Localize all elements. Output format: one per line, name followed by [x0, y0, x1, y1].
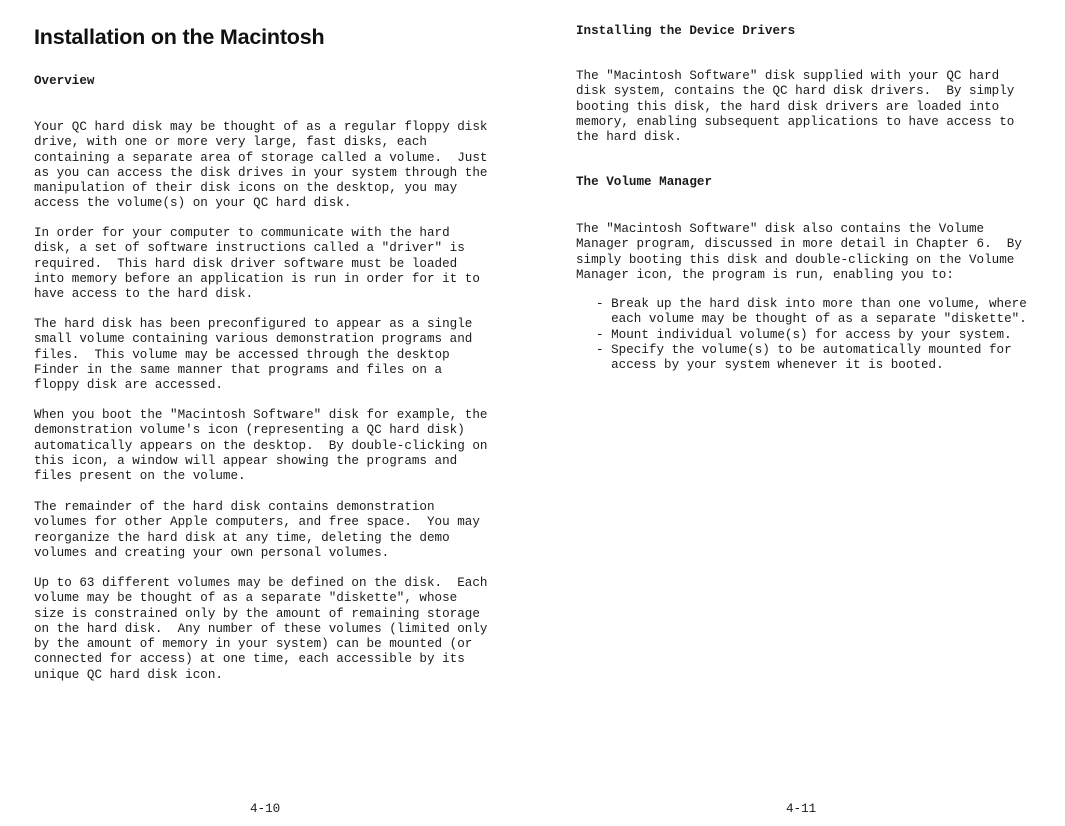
volume-manager-heading: The Volume Manager — [576, 175, 713, 189]
left-page — [0, 0, 532, 826]
list-item: - Break up the hard disk into more than one volume, where each volume may be thought of as a separate "diskette". — [596, 297, 1027, 327]
overview-paragraph-4: When you boot the "Macintosh Software" disk for example, the demonstration volume's icon (representing a QC hard disk) automatically appears on the desktop. By double-clicking on this icon, a window will appear showing the programs and files present on the volume. — [34, 408, 488, 484]
page-number-left: 4-10 — [250, 802, 281, 816]
overview-paragraph-1: Your QC hard disk may be thought of as a regular floppy disk drive, with one or more very large, fast disks, each containing a separate area of storage called a volume. Just as you can access the disk drives in your system through the manipulation of their disk icons on the desktop, you may access the volume(s) on your QC hard disk. — [34, 120, 488, 211]
capabilities-list — [596, 297, 1027, 373]
overview-paragraph-5: The remainder of the hard disk contains demonstration volumes for other Apple computers, and free space. You may reorganize the hard disk at any time, deleting the demo volumes and creating your own personal volumes. — [34, 500, 480, 560]
overview-heading: Overview — [34, 74, 95, 88]
overview-paragraph-6: Up to 63 different volumes may be defined on the disk. Each volume may be thought of as a separate "diskette", whose size is constrained only by the amount of remaining storage on the hard disk. Any number of these volumes (limited only by the amount of memory in your system) can be mounted (or connected for access) at one time, each accessible by its unique QC hard disk icon. — [34, 576, 488, 682]
page-title: Installation on the Macintosh — [34, 25, 325, 49]
overview-paragraph-2: In order for your computer to communicate with the hard disk, a set of software instructions called a "driver" is required. This hard disk driver software must be loaded into memory before an application is run in order for it to have access to the hard disk. — [34, 226, 480, 302]
page-number-right: 4-11 — [786, 802, 817, 816]
overview-paragraph-3: The hard disk has been preconfigured to appear as a single small volume containing various demonstration programs and files. This volume may be accessed through the desktop Finder in the same manner that programs and files on a floppy disk are accessed. — [34, 317, 473, 393]
drivers-paragraph: The "Macintosh Software" disk supplied with your QC hard disk system, contains the QC hard disk drivers. By simply booting this disk, the hard disk drivers are loaded into memory, enabling subsequent applications to have access to the hard disk. — [576, 69, 1015, 145]
device-drivers-heading: Installing the Device Drivers — [576, 24, 796, 38]
list-item: - Specify the volume(s) to be automatically mounted for access by your system whenever it is booted. — [596, 342, 1012, 373]
volume-manager-paragraph: The "Macintosh Software" disk also contains the Volume Manager program, discussed in more detail in Chapter 6. By simply booting this disk and double-clicking on the Volume Manager icon, the program is run, enabling you to: — [576, 222, 1022, 282]
list-item: - Mount individual volume(s) for access by your system. — [596, 327, 1012, 342]
